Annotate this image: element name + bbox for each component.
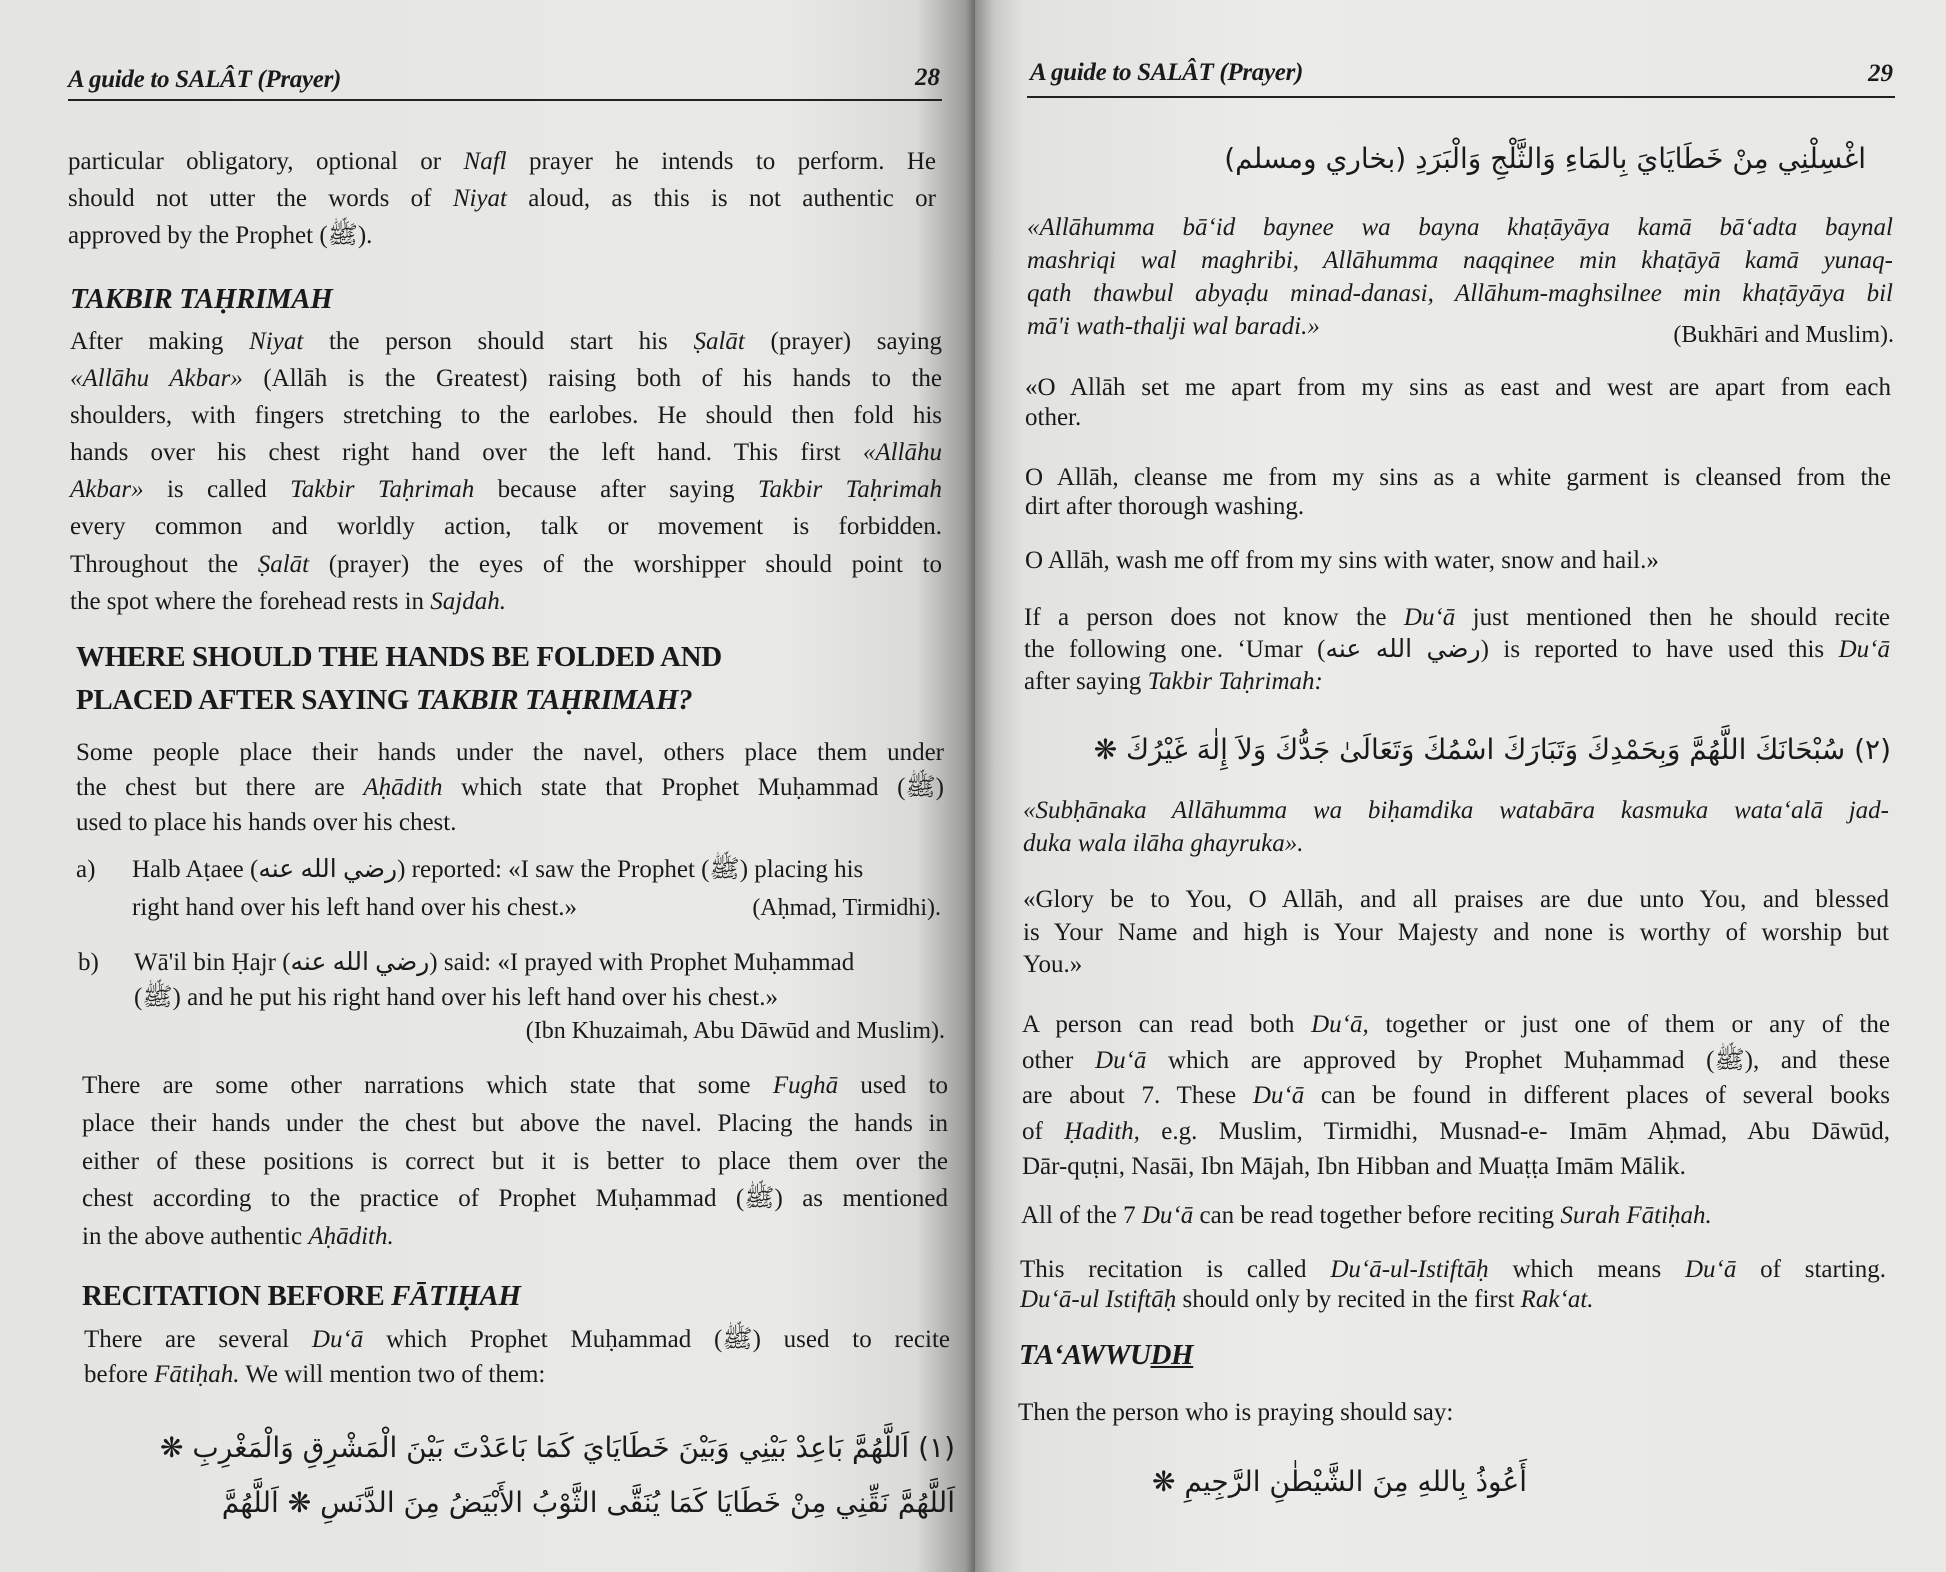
list-label-a: a) [76,856,96,883]
italic-text: «Allāhumma bā‘id baynee wa bayna khaṭāyāya kamā bā‘adta baynal [1027,214,1893,241]
italic-text: Surah Fātiḥah. [1560,1202,1712,1229]
text-line [70,280,570,318]
italic-text: «Allāhu [862,439,942,467]
italic-text: Fātiḥah. [154,1361,240,1388]
text-line [1021,1199,1889,1233]
italic-text: Du‘ā [1141,1202,1194,1229]
text-line: «O Allāh set me apart from my sins as east and west are apart from each [1025,374,1891,401]
italic-text: Du‘ā [1403,604,1456,631]
text-line [1022,1007,1890,1043]
italic-text: FĀTIḤAH [391,1280,521,1312]
text-segment: after saying [1024,668,1148,695]
translation-dua-2 [1023,884,1889,982]
italic-text: Du‘ā [1838,636,1890,663]
italic-text: Takbir Taḥrimah [290,476,475,504]
paragraph-several-dua [84,1322,950,1392]
header-rule [1027,96,1895,98]
text-segment: of starting. [1736,1256,1886,1283]
text-line: Halb Aṭaee (رضي الله عنه) reported: «I saw the Prophet (ﷺ) placing his [132,856,864,883]
italic-text: Du‘ā [1684,1256,1737,1283]
text-segment: e.g. Muslim, Tirmidhi, Musnad-e- Imām Aḥmad, Abu Dāwūd, [1139,1117,1891,1145]
text-line [70,360,942,397]
heading-hands-folded [76,636,896,722]
text-line [82,1067,948,1105]
text-segment: (Allāh is the Greatest) raising both of his hands to the [242,365,942,393]
italic-text: Du‘ā-ul-Istiftāḥ [1330,1256,1489,1283]
text-line: Then the person who is praying should say: [1018,1399,1454,1426]
arabic-dua-1 [84,1420,955,1530]
italic-text: «Subḥānaka Allāhumma wa biḥamdika watabāra kasmuka wata‘alā jad- [1023,797,1889,824]
italic-text: Takbir Taḥrimah [757,476,943,504]
text-line [1027,211,1893,244]
text-line [76,679,896,722]
text-line [68,180,936,217]
text-line [70,471,942,508]
paragraph-istiftah [1020,1255,1886,1315]
text-segment: the person should start his [303,328,694,355]
paragraph-hands-placement [76,735,944,840]
text-line: O Allāh, wash me off from my sins with water, snow and hail.» [1025,547,1659,574]
italic-text: qath thawbul abyaḍu minad-danasi, Allāhum-maghsilnee min khaṭāyāya bil [1027,280,1893,307]
page-number: 28 [915,64,940,91]
text-line [1022,1043,1890,1079]
right-page-29 [975,0,1946,1572]
italic-text: Rak‘at. [1520,1286,1594,1313]
text-line [70,323,942,360]
text-line: right hand over his left hand over his chest.» [132,894,578,921]
italic-text: Akbar» [70,476,144,504]
list-label-b: b) [78,949,99,976]
text-line: used to place his hands over his chest. [76,809,457,836]
text-segment: the spot where the forehead rests in [70,587,431,615]
text-line: other. [1025,404,1082,431]
text-line: chest according to the practice of Prophet Muḥammad (ﷺ) as mentioned [82,1185,948,1213]
text-line [1023,794,1889,827]
text-line [1024,666,1890,698]
text-segment: can be found in different places of several books [1304,1082,1890,1109]
italic-text: Ṣalāt [693,328,745,355]
text-segment: Throughout the [70,550,258,578]
text-line [70,583,942,620]
italic-text: Du‘ā [311,1326,364,1353]
italic-text: «Allāhu Akbar» [70,365,243,393]
text-line: approved by the Prophet (ﷺ). [68,222,373,249]
text-line [1023,827,1889,860]
header-rule [68,99,942,101]
italic-text: TAKBIR TAḤRIMAH [70,283,333,315]
translation-dua-1-part-a [1025,373,1891,433]
text-line [1027,277,1893,310]
italic-text: Aḥādith [363,774,443,801]
paragraph-niyat [68,143,936,254]
text-segment: the chest but there are [76,774,364,801]
text-segment: the following one. ‘Umar (رضي الله عنه) is reported to have used this [1024,636,1839,663]
translation-dua-1-part-c [1025,546,1891,576]
text-segment: which state that Prophet Muḥammad (ﷺ) [442,774,944,801]
italic-text: TAKBIR TAḤRIMAH? [415,684,693,716]
italic-text: Sajdah. [430,587,506,615]
paragraph-then-say [1018,1396,1884,1430]
arabic-line: (١) اَللَّهُمَّ بَاعِدْ بَيْنِي وَبَيْنَ خَطَايَايَ كَمَا بَاعَدْتَ بَيْنَ الْمَشْرِقِ وَالْمَغْرِبِ ❋ [160,1431,955,1464]
text-line: place their hands under the chest but above the navel. Placing the hands in [82,1109,948,1137]
text-segment: There are several [84,1326,312,1353]
transliteration-dua-2 [1023,794,1889,860]
text-segment: All of the 7 [1021,1202,1142,1229]
italic-text: Nafl [463,148,507,175]
text-line [1020,1255,1886,1285]
text-segment: aloud, as this is not authentic or [506,185,936,212]
text-line [1027,244,1893,277]
italic-text: Du‘ā [1095,1046,1147,1074]
text-line: WHERE SHOULD THE HANDS BE FOLDED AND [76,641,722,673]
reference-a: (Aḥmad, Tirmidhi). [752,895,941,921]
text-line [82,1277,602,1315]
text-segment: is called [143,476,291,504]
text-segment: should only by recited in the first [1176,1286,1521,1313]
text-segment: After making [70,328,250,355]
text-line: either of these positions is correct but it is better to place them over the [82,1147,948,1175]
text-line [68,143,936,180]
arabic-dua-1-end: اغْسِلْنِي مِنْ خَطَايَايَ بِالمَاءِ وَالثَّلْجِ وَالْبَرَدِ (بخاري ومسلم) [1224,142,1866,175]
italic-text: Ṣalāt [257,550,310,578]
text-line [1024,602,1890,634]
text-segment: just mentioned then he should recite [1455,604,1890,631]
reference-b: (Ibn Khuzaimah, Abu Dāwūd and Muslim). [525,1018,945,1044]
heading-taawwudh [1019,1336,1319,1374]
text-segment: We will mention two of them: [239,1361,546,1388]
text-line [1020,1285,1886,1315]
running-header-title: A guide to SALÂT (Prayer) [1030,59,1304,86]
text-line [70,434,942,471]
list-item-b [134,945,946,1015]
text-line [1024,634,1890,666]
text-segment: because after saying [474,476,758,504]
text-segment: together or just one of them or any of the [1368,1011,1890,1038]
arabic-line: اَللَّهُمَّ نَقِّنِي مِنْ خَطَايَا كَمَا يُنَقَّى الثَّوْبُ الأَبْيَضُ مِنَ الدَّنَسِ ❋ اَللَّهُمَّ [221,1486,955,1519]
text-segment: in the above authentic [82,1223,309,1251]
page-number: 29 [1868,60,1893,87]
text-segment: before [84,1361,155,1388]
italic-text: Niyat [249,328,304,355]
text-segment: (prayer) the eyes of the worshipper should point to [309,550,942,578]
italic-text: Ḥadith, [1064,1117,1140,1145]
text-line: is Your Name and high is Your Majesty and none is worthy of worship but [1023,918,1889,946]
arabic-taawwudh: أَعُوذُ بِاللهِ مِنَ الشَّيْطٰنِ الرَّجِيمِ ❋ [1151,1465,1527,1498]
text-segment: which means [1488,1256,1685,1283]
arabic-dua-2: (٢) سُبْحَانَكَ اللَّهُمَّ وَبِحَمْدِكَ وَتَبَارَكَ اسْمُكَ وَتَعَالَىٰ جَدُّكَ وَلاَ إِلٰهَ غَيْرُكَ ❋ [1093,733,1891,766]
paragraph-other-narrations [82,1067,948,1256]
paragraph-takbir [70,323,942,620]
heading-takbir-tahrimah [70,280,570,318]
text-line [76,770,944,805]
text-segment: hands over his chest right hand over the left hand. This first [70,439,863,467]
italic-text: Aḥādith. [308,1223,394,1251]
italic-text: Niyat [452,185,507,212]
text-line: You.» [1023,951,1083,978]
italic-text: duka wala ilāha ghayruka». [1023,830,1304,857]
text-line: every common and worldly action, talk or movement is forbidden. [70,513,942,541]
text-line [1022,1078,1890,1114]
text-line [1019,1336,1319,1374]
underlined-italic-text: DH [1150,1339,1194,1371]
reference-bukhari-muslim: (Bukhāri and Muslim). [1673,322,1894,348]
text-line: Wā'il bin Ḥajr (رضي الله عنه) said: «I prayed with Prophet Muḥammad [134,949,855,976]
text-segment: prayer he intends to perform. He [506,148,936,175]
italic-text: Takbir Taḥrimah: [1147,668,1323,695]
text-line [70,546,942,583]
text-segment: which are approved by Prophet Muḥammad (ﷺ), and these [1146,1046,1890,1074]
text-segment: used to [838,1072,948,1099]
paragraph-dua-books [1022,1007,1890,1185]
text-segment: PLACED AFTER SAYING [76,684,416,716]
italic-text: Fughā [772,1072,839,1099]
text-segment: are about 7. These [1022,1082,1253,1109]
italic-text: mā'i wath-thalji wal baradi.» [1027,313,1320,340]
text-segment: (prayer) saying [744,328,943,355]
text-line [1022,1114,1890,1150]
text-segment: If a person does not know the [1024,604,1404,631]
italic-text: Du‘ā, [1311,1011,1369,1038]
italic-text: TA‘AWWU [1019,1339,1151,1371]
text-line [84,1357,950,1392]
running-header-title: A guide to SALÂT (Prayer) [68,66,342,93]
italic-text: Du‘ā [1252,1082,1305,1109]
text-segment: There are some other narrations which state that some [82,1072,773,1099]
text-line: shoulders, with fingers stretching to the earlobes. He should then fold his [70,402,942,430]
text-segment: particular obligatory, optional or [68,148,464,175]
text-line [84,1322,950,1357]
text-segment: which Prophet Muḥammad (ﷺ) used to recite [363,1326,950,1353]
text-line: Some people place their hands under the navel, others place them under [76,739,944,766]
text-line: «Glory be to You, O Allāh, and all praises are due unto You, and blessed [1023,886,1889,913]
paragraph-umar [1024,602,1890,698]
text-line: dirt after thorough washing. [1025,493,1305,520]
text-segment: other [1022,1046,1096,1074]
text-segment: A person can read both [1022,1011,1312,1038]
text-segment: can be read together before reciting [1193,1202,1561,1229]
text-segment: should not utter the words of [68,185,453,212]
paragraph-all-seven-dua [1021,1199,1889,1233]
heading-recitation-before-fatihah [82,1277,602,1315]
text-segment: This recitation is called [1020,1256,1331,1283]
italic-text: mashriqi wal maghribi, Allāhumma naqqinee min khaṭāyā kamā yunaq- [1027,247,1893,274]
text-line: (ﷺ) and he put his right hand over his left hand over his chest.» [134,984,778,1011]
text-line: O Allāh, cleanse me from my sins as a white garment is cleansed from the [1025,464,1891,491]
text-line: Dār-quṭni, Nasāi, Ibn Mājah, Ibn Hibban and Muaṭṭa Imām Mālik. [1022,1153,1686,1180]
text-segment: of [1022,1117,1065,1145]
italic-text: Du‘ā-ul Istiftāḥ [1020,1286,1177,1313]
text-segment: RECITATION BEFORE [82,1280,392,1312]
text-line [82,1218,948,1256]
translation-dua-1-part-b [1025,463,1891,521]
